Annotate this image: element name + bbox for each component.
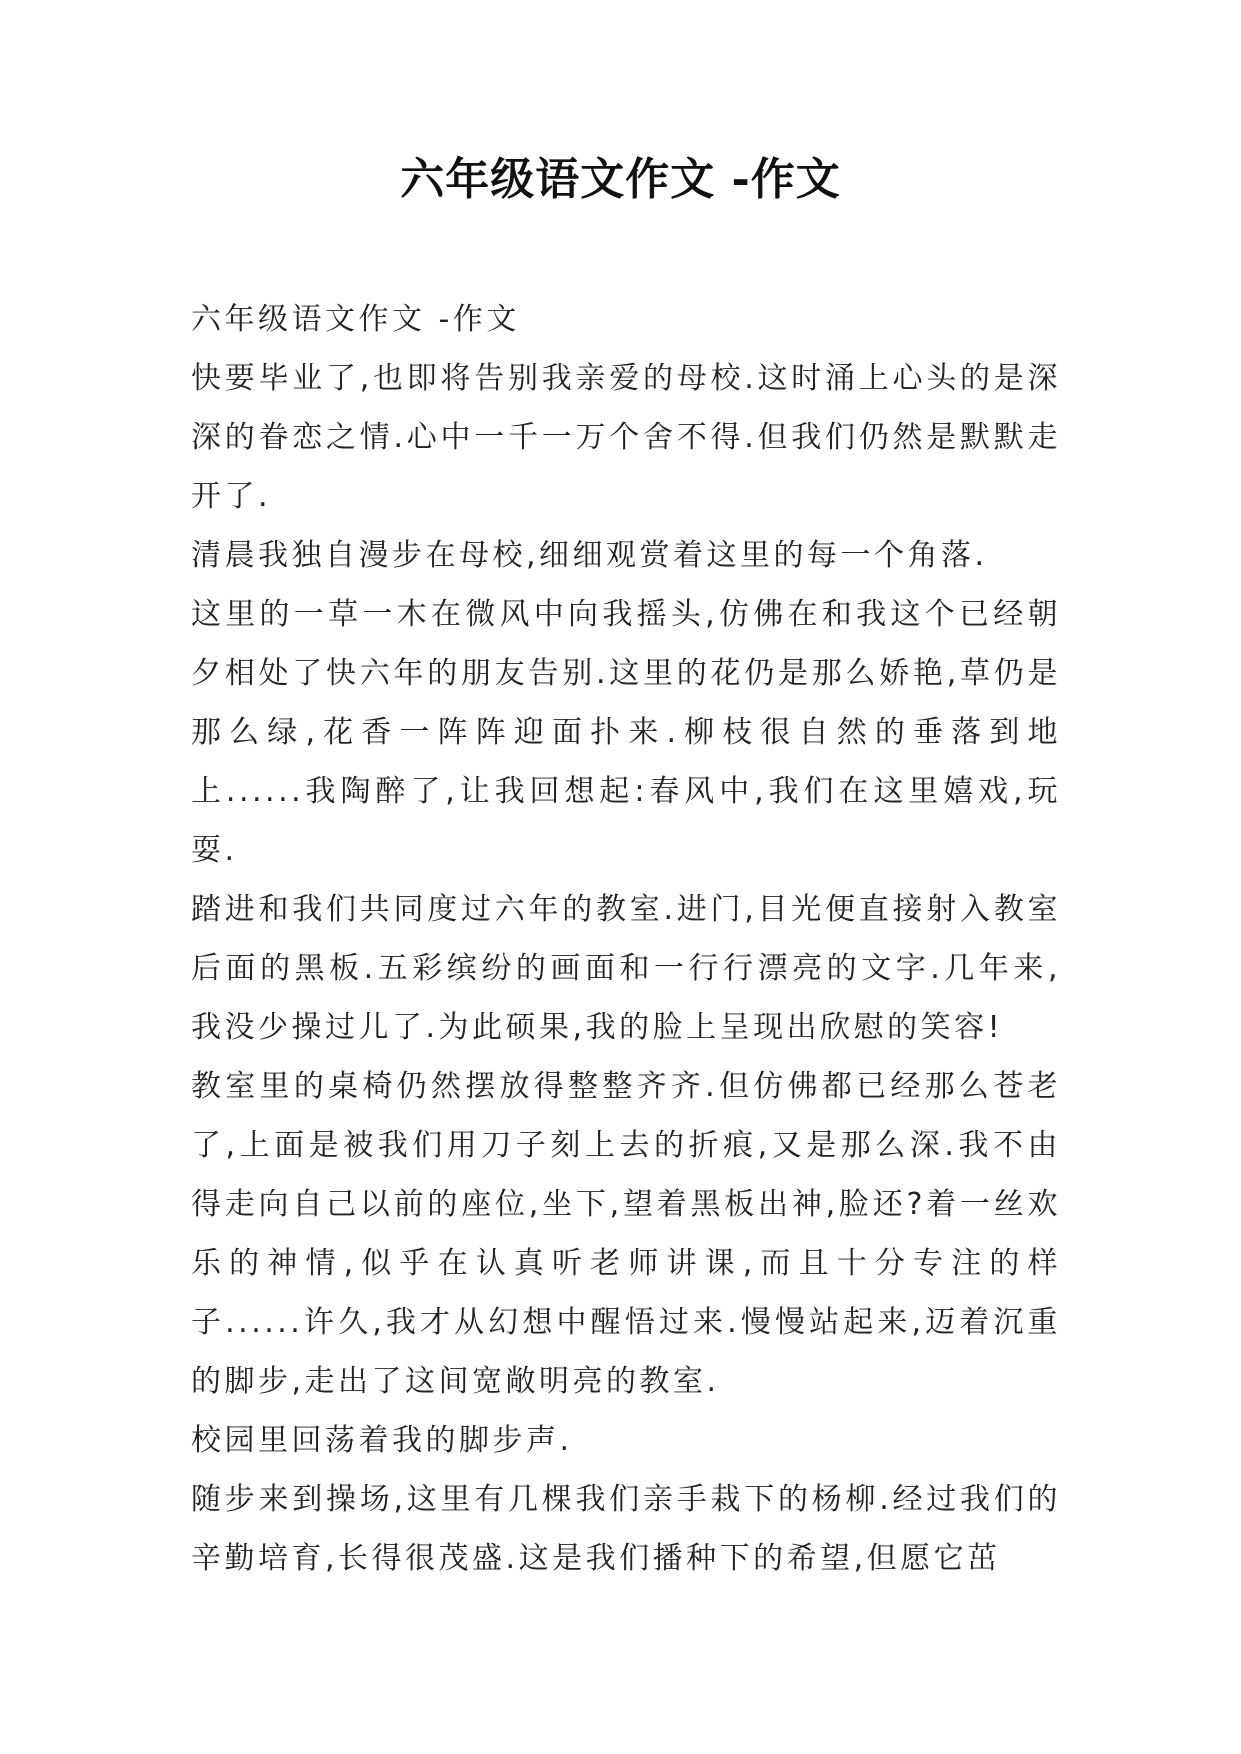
- paragraph: 这里的一草一木在微风中向我摇头,仿佛在和我这个已经朝夕相处了快六年的朋友告别.这里的花仍是那么娇艳,草仍是那么绿,花香一阵阵迎面扑来.柳枝很自然的垂落到地上......我陶醉了,让我回想起:春风中,我们在这里嬉戏,玩耍.: [191, 597, 1061, 868]
- paragraph: 清晨我独自漫步在母校,细细观赏着这里的每一个角落.: [191, 538, 988, 573]
- document-body: [191, 290, 1061, 1588]
- paragraph: 快要毕业了,也即将告别我亲爱的母校.这时涌上心头的是深深的眷恋之情.心中一千一万个舍不得.但我们仍然是默默走开了.: [191, 361, 1061, 514]
- document-title: 六年级语文作文 -作文: [400, 154, 841, 205]
- paragraph: 六年级语文作文 -作文: [191, 302, 520, 337]
- paragraph: 校园里回荡着我的脚步声.: [191, 1423, 573, 1458]
- paragraph: 随步来到操场,这里有几棵我们亲手栽下的杨柳.经过我们的辛勤培育,长得很茂盛.这是我们播种下的希望,但愿它茁: [191, 1482, 1061, 1576]
- paragraph: 踏进和我们共同度过六年的教室.进门,目光便直接射入教室后面的黑板.五彩缤纷的画面和一行行漂亮的文字.几年来,我没少操过儿了.为此硕果,我的脸上呈现出欣慰的笑容!: [191, 892, 1061, 1045]
- paragraph: 教室里的桌椅仍然摆放得整整齐齐.但仿佛都已经那么苍老了,上面是被我们用刀子刻上去的折痕,又是那么深.我不由得走向自己以前的座位,坐下,望着黑板出神,脸还?着一丝欢乐的神情,似乎在认真听老师讲课,而且十分专注的样子......许久,我才从幻想中醒悟过来.慢慢站起来,迈着沉重的脚步,走出了这间宽敞明亮的教室.: [191, 1069, 1061, 1399]
